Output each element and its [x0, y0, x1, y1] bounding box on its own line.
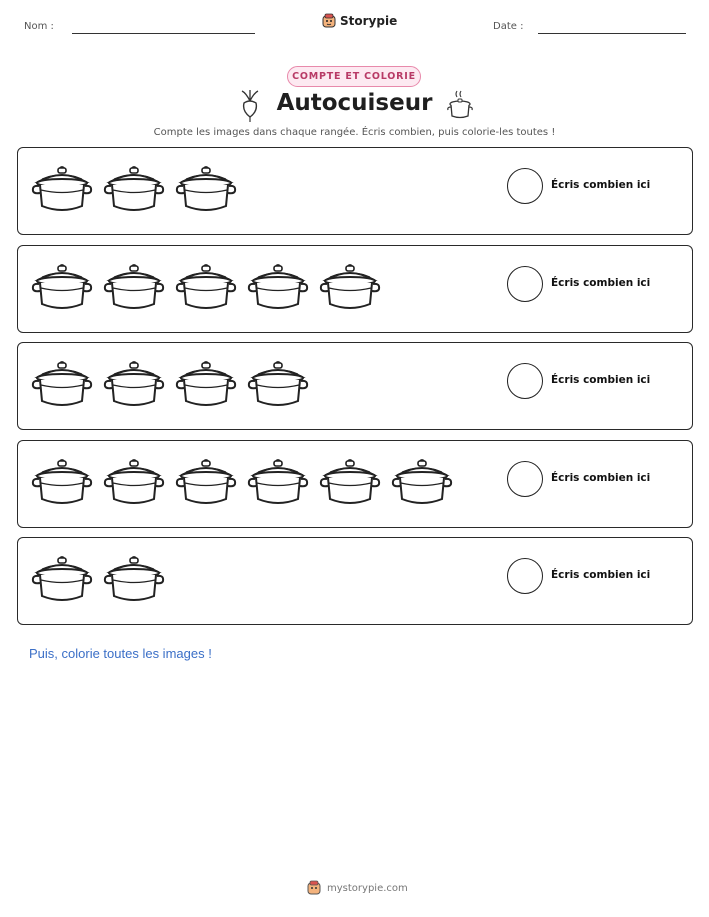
pressure-cooker-icon — [318, 453, 382, 509]
footer-note: Puis, colorie toutes les images ! — [29, 646, 212, 661]
answer-circle[interactable] — [507, 363, 543, 399]
counting-row — [17, 245, 693, 333]
answer-label: Écris combien ici — [551, 179, 651, 191]
counting-rows — [17, 147, 693, 635]
counting-row — [17, 147, 693, 235]
answer-label: Écris combien ici — [551, 374, 651, 386]
steaming-pot-icon — [446, 88, 474, 122]
pressure-cooker-icon — [318, 258, 382, 314]
pressure-cooker-icon — [30, 453, 94, 509]
answer-circle[interactable] — [507, 266, 543, 302]
pressure-cooker-icon — [246, 355, 310, 411]
answer-circle[interactable] — [507, 168, 543, 204]
pot-group — [30, 453, 454, 509]
pressure-cooker-icon — [102, 160, 166, 216]
pressure-cooker-icon — [174, 160, 238, 216]
pressure-cooker-icon — [30, 160, 94, 216]
activity-tag: COMPTE ET COLORIE — [287, 66, 421, 87]
brand-name: Storypie — [340, 14, 398, 28]
pressure-cooker-icon — [102, 258, 166, 314]
pot-group — [30, 258, 382, 314]
brand-logo — [321, 13, 397, 29]
pressure-cooker-icon — [246, 453, 310, 509]
site-url: mystorypie.com — [327, 882, 408, 894]
pot-group — [30, 160, 238, 216]
pressure-cooker-icon — [246, 258, 310, 314]
instructions: Compte les images dans chaque rangée. Écris combien, puis colorie-les toutes ! — [153, 127, 556, 138]
pot-group — [30, 355, 310, 411]
pressure-cooker-icon — [390, 453, 454, 509]
pressure-cooker-icon — [30, 550, 94, 606]
answer-circle[interactable] — [507, 558, 543, 594]
pressure-cooker-icon — [174, 355, 238, 411]
pressure-cooker-icon — [30, 355, 94, 411]
name-label: Nom : — [24, 21, 54, 32]
pressure-cooker-icon — [102, 355, 166, 411]
pressure-cooker-icon — [102, 453, 166, 509]
pressure-cooker-icon — [102, 550, 166, 606]
date-label: Date : — [493, 21, 524, 32]
answer-label: Écris combien ici — [551, 276, 651, 289]
storypie-mascot-icon — [321, 13, 337, 29]
pressure-cooker-icon — [174, 453, 238, 509]
storypie-mascot-icon — [306, 880, 322, 896]
site-footer — [306, 880, 408, 896]
page-title: Autocuiseur — [276, 90, 433, 116]
pressure-cooker-icon — [174, 258, 238, 314]
counting-row — [17, 342, 693, 430]
pressure-cooker-icon — [30, 258, 94, 314]
answer-circle[interactable] — [507, 461, 543, 497]
answer-label: Écris combien ici — [551, 471, 651, 484]
counting-row — [17, 537, 693, 625]
date-line[interactable] — [538, 33, 686, 34]
answer-label: Écris combien ici — [551, 569, 651, 581]
pot-group — [30, 550, 166, 606]
counting-row — [17, 440, 693, 528]
name-line[interactable] — [72, 33, 255, 34]
